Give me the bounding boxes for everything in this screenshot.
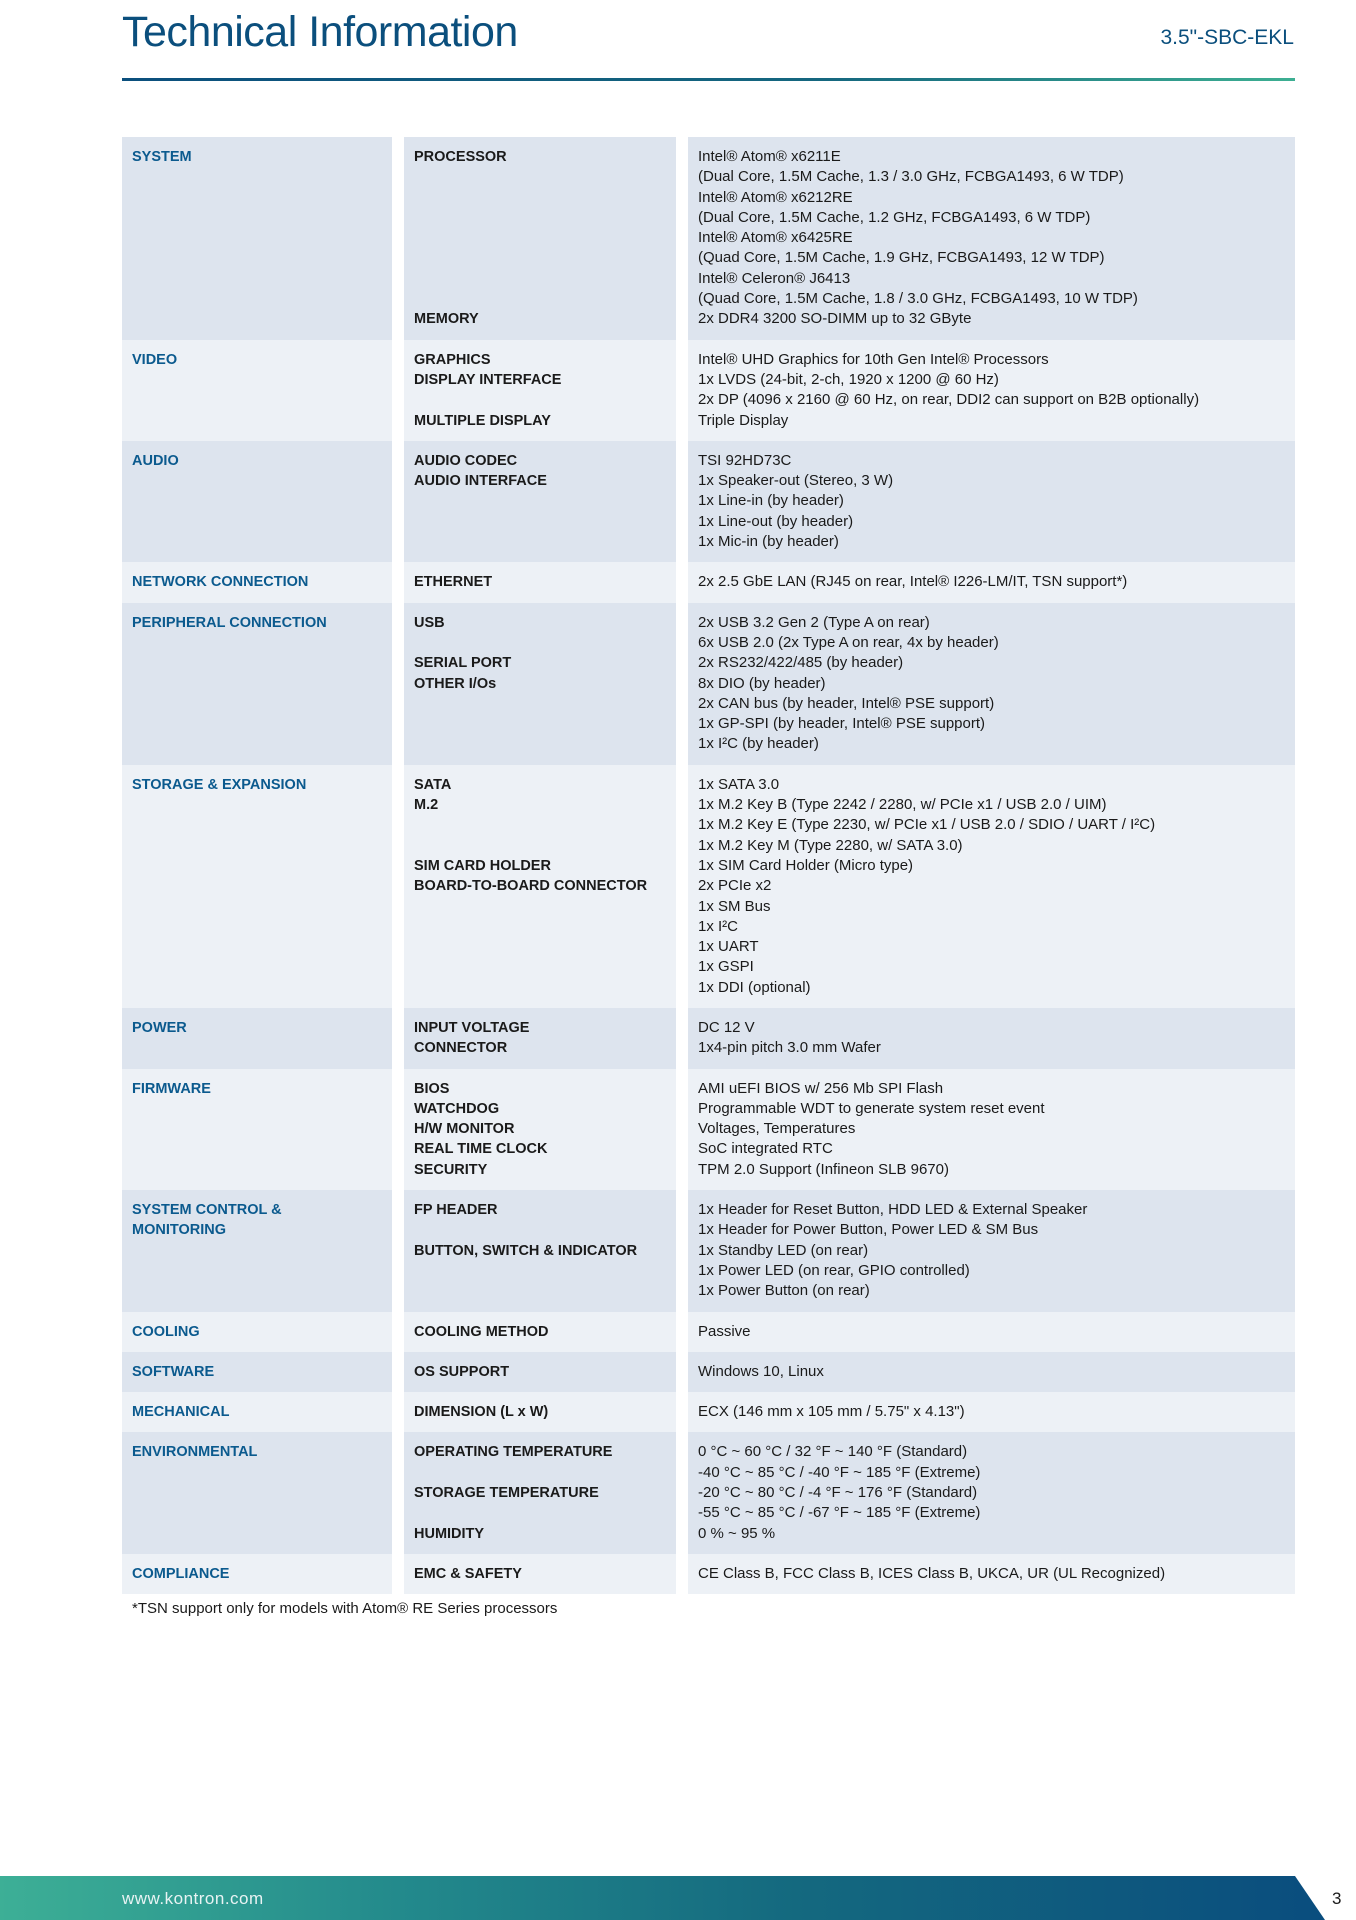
spec-value-line: 1x Line-in (by header) — [698, 492, 844, 510]
spec-row — [122, 1069, 1295, 1190]
spec-feature-label-line: SERIAL PORT — [414, 655, 512, 672]
spec-row — [122, 137, 1295, 340]
spec-feature-label-line — [414, 289, 666, 309]
spec-value-line: 1x I²C — [698, 917, 739, 935]
spec-feature-label-line — [414, 228, 666, 248]
spec-value — [688, 340, 1295, 441]
spec-category — [122, 1392, 392, 1432]
spec-value-line: Passive — [698, 1322, 751, 1340]
spec-value-line: ECX (146 mm x 105 mm / 5.75" x 4.13") — [698, 1403, 965, 1421]
spec-value-line: 2x CAN bus (by header, Intel® PSE support) — [698, 694, 995, 712]
spec-row — [122, 765, 1295, 1008]
spec-row — [122, 1432, 1295, 1553]
spec-category-line: STORAGE & EXPANSION — [132, 776, 307, 793]
spec-row — [122, 340, 1295, 441]
spec-feature-label-line — [414, 390, 666, 410]
spec-category-line: SYSTEM CONTROL & — [132, 1202, 282, 1219]
spec-row — [122, 1312, 1295, 1352]
spec-feature-label-line: SECURITY — [414, 1161, 488, 1178]
spec-category — [122, 441, 392, 562]
spec-value-line: 1x UART — [698, 938, 759, 956]
spec-value-line: 1x Mic-in (by header) — [698, 533, 839, 551]
spec-value-line: 1x Power LED (on rear, GPIO controlled) — [698, 1261, 970, 1279]
spec-feature-label-line: STORAGE TEMPERATURE — [414, 1485, 599, 1502]
spec-value-line: 1x Header for Reset Button, HDD LED & External Speaker — [698, 1201, 1088, 1219]
spec-feature-label-line: M.2 — [414, 797, 439, 814]
spec-value-line: 1x M.2 Key B (Type 2242 / 2280, w/ PCIe x1 / USB 2.0 / UIM) — [698, 796, 1107, 814]
spec-value-line: 1x SATA 3.0 — [698, 775, 780, 793]
spec-feature-label-line — [414, 167, 666, 187]
spec-feature-label — [404, 1069, 676, 1190]
spec-category-line: PERIPHERAL CONNECTION — [132, 614, 327, 631]
spec-value-line: -40 °C ~ 85 °C / -40 °F ~ 185 °F (Extreme) — [698, 1463, 981, 1481]
spec-value-line: Voltages, Temperatures — [698, 1120, 856, 1138]
spec-feature-label — [404, 1190, 676, 1311]
spec-feature-label-line: BUTTON, SWITCH & INDICATOR — [414, 1242, 638, 1259]
spec-feature-label-line — [414, 836, 666, 856]
spec-category — [122, 1190, 392, 1311]
spec-feature-label — [404, 137, 676, 340]
spec-feature-label-line: SIM CARD HOLDER — [414, 857, 551, 874]
spec-value-line: (Dual Core, 1.5M Cache, 1.2 GHz, FCBGA1493, 6 W TDP) — [698, 208, 1091, 226]
spec-value-line: 2x PCIe x2 — [698, 877, 772, 895]
spec-feature-label-line: WATCHDOG — [414, 1100, 500, 1117]
spec-value-line: 6x USB 2.0 (2x Type A on rear, 4x by header) — [698, 633, 999, 651]
spec-value-line: -55 °C ~ 85 °C / -67 °F ~ 185 °F (Extreme) — [698, 1504, 981, 1522]
spec-value-line: 1x Power Button (on rear) — [698, 1282, 870, 1300]
spec-value — [688, 765, 1295, 1008]
spec-value-line: 1x Line-out (by header) — [698, 512, 854, 530]
spec-value-line: AMI uEFI BIOS w/ 256 Mb SPI Flash — [698, 1079, 944, 1097]
spec-value-line: 1x SM Bus — [698, 897, 771, 915]
spec-feature-label — [404, 1008, 676, 1069]
spec-value — [688, 441, 1295, 562]
spec-feature-label — [404, 1352, 676, 1392]
spec-feature-label-line: ETHERNET — [414, 574, 493, 591]
spec-feature-label-line: HUMIDITY — [414, 1525, 485, 1542]
spec-value-line: TPM 2.0 Support (Infineon SLB 9670) — [698, 1160, 949, 1178]
spec-value-line: 1x Speaker-out (Stereo, 3 W) — [698, 472, 894, 490]
spec-category — [122, 1352, 392, 1392]
spec-feature-label — [404, 1554, 676, 1594]
spec-feature-label-line: GRAPHICS — [414, 351, 491, 368]
spec-feature-label-line — [414, 248, 666, 268]
spec-category — [122, 1069, 392, 1190]
spec-category — [122, 137, 392, 340]
spec-value-line: 1x DDI (optional) — [698, 978, 811, 996]
spec-value — [688, 1432, 1295, 1553]
spec-value — [688, 603, 1295, 765]
spec-category-line: AUDIO — [132, 452, 179, 469]
spec-feature-label-line: COOLING METHOD — [414, 1323, 549, 1340]
spec-value-line: 1x I²C (by header) — [698, 735, 819, 753]
footer-url-link[interactable]: www.kontron.com — [122, 1889, 264, 1908]
spec-category-line: ENVIRONMENTAL — [132, 1444, 258, 1461]
spec-value-line: 1x GP-SPI (by header, Intel® PSE support) — [698, 715, 986, 733]
spec-value-line: Intel® Atom® x6212RE — [698, 188, 853, 206]
spec-value — [688, 1008, 1295, 1069]
spec-category — [122, 1008, 392, 1069]
spec-category — [122, 1554, 392, 1594]
spec-value-line: (Dual Core, 1.5M Cache, 1.3 / 3.0 GHz, FCBGA1493, 6 W TDP) — [698, 168, 1124, 186]
spec-value-line: Intel® Atom® x6425RE — [698, 229, 853, 247]
spec-category-line: COMPLIANCE — [132, 1565, 230, 1582]
spec-feature-label-line: MEMORY — [414, 311, 479, 328]
spec-feature-label-line — [414, 188, 666, 208]
spec-feature-label-line: H/W MONITOR — [414, 1121, 515, 1138]
spec-category-line: MECHANICAL — [132, 1404, 230, 1421]
spec-category — [122, 340, 392, 441]
spec-row — [122, 1352, 1295, 1392]
spec-row — [122, 1392, 1295, 1432]
spec-feature-label-line: FP HEADER — [414, 1202, 498, 1219]
spec-value-line: (Quad Core, 1.5M Cache, 1.8 / 3.0 GHz, FCBGA1493, 10 W TDP) — [698, 290, 1138, 308]
spec-row — [122, 1190, 1295, 1311]
spec-feature-label-line — [414, 208, 666, 228]
spec-value-line: 2x RS232/422/485 (by header) — [698, 654, 904, 672]
spec-feature-label-line: OTHER I/Os — [414, 675, 497, 692]
spec-value-line: 8x DIO (by header) — [698, 674, 826, 692]
spec-value-line: TSI 92HD73C — [698, 451, 792, 469]
spec-feature-label-line — [414, 1463, 666, 1483]
spec-feature-label-line: SATA — [414, 776, 452, 793]
spec-row — [122, 441, 1295, 562]
spec-value-line: Programmable WDT to generate system reset event — [698, 1099, 1045, 1117]
spec-value-line: 1x LVDS (24-bit, 2-ch, 1920 x 1200 @ 60 Hz) — [698, 370, 999, 388]
spec-feature-label — [404, 1392, 676, 1432]
spec-feature-label-line — [414, 1220, 666, 1240]
spec-row — [122, 603, 1295, 765]
spec-value — [688, 1069, 1295, 1190]
spec-category-line: VIDEO — [132, 351, 178, 368]
spec-value — [688, 1554, 1295, 1594]
spec-feature-label-line: BIOS — [414, 1080, 450, 1097]
spec-value-line: 1x SIM Card Holder (Micro type) — [698, 856, 914, 874]
spec-value-line: 2x 2.5 GbE LAN (RJ45 on rear, Intel® I226-LM/IT, TSN support*) — [698, 573, 1128, 591]
spec-category-line: MONITORING — [132, 1222, 226, 1239]
spec-value-line: SoC integrated RTC — [698, 1140, 833, 1158]
spec-value-line: 1x GSPI — [698, 958, 754, 976]
spec-category-line: FIRMWARE — [132, 1080, 211, 1097]
spec-feature-label-line: OPERATING TEMPERATURE — [414, 1444, 613, 1461]
spec-feature-label-line: PROCESSOR — [414, 149, 507, 165]
spec-feature-label-line: BOARD-TO-BOARD CONNECTOR — [414, 878, 648, 895]
spec-value — [688, 1352, 1295, 1392]
header-divider — [122, 78, 1295, 81]
product-name: 3.5"-SBC-EKL — [1160, 26, 1294, 49]
spec-value-line: 1x Header for Power Button, Power LED & SM Bus — [698, 1221, 1039, 1239]
spec-category-line: SOFTWARE — [132, 1363, 215, 1380]
spec-feature-label-line: USB — [414, 614, 445, 631]
spec-category — [122, 562, 392, 602]
spec-feature-label-line — [414, 815, 666, 835]
spec-category-line: SYSTEM — [132, 149, 192, 165]
spec-value-line: Intel® UHD Graphics for 10th Gen Intel® Processors — [698, 350, 1049, 368]
spec-feature-label — [404, 765, 676, 1008]
spec-value-line: 0 % ~ 95 % — [698, 1524, 776, 1542]
spec-value-line: 1x4-pin pitch 3.0 mm Wafer — [698, 1039, 881, 1057]
spec-value — [688, 1392, 1295, 1432]
spec-category — [122, 1312, 392, 1352]
spec-value-line: 2x DDR4 3200 SO-DIMM up to 32 GByte — [698, 310, 972, 328]
spec-value-line: 0 °C ~ 60 °C / 32 °F ~ 140 °F (Standard) — [698, 1443, 968, 1461]
spec-feature-label-line — [414, 633, 666, 653]
spec-feature-label — [404, 1432, 676, 1553]
spec-value — [688, 137, 1295, 340]
spec-feature-label-line — [414, 269, 666, 289]
spec-feature-label — [404, 603, 676, 765]
spec-value-line: Windows 10, Linux — [698, 1362, 824, 1380]
spec-value-line: Triple Display — [698, 411, 789, 429]
spec-feature-label-line: DIMENSION (L x W) — [414, 1404, 549, 1421]
spec-value — [688, 562, 1295, 602]
spec-feature-label-line: OS SUPPORT — [414, 1363, 510, 1380]
spec-value-line: 1x Standby LED (on rear) — [698, 1241, 869, 1259]
page-number: 3 — [1332, 1889, 1342, 1908]
spec-row — [122, 1008, 1295, 1069]
spec-value-line: 2x DP (4096 x 2160 @ 60 Hz, on rear, DDI2 can support on B2B optionally) — [698, 391, 1200, 409]
spec-value-line: 2x USB 3.2 Gen 2 (Type A on rear) — [698, 613, 930, 631]
spec-value-line: 1x M.2 Key M (Type 2280, w/ SATA 3.0) — [698, 836, 963, 854]
spec-value-line: -20 °C ~ 80 °C / -4 °F ~ 176 °F (Standard) — [698, 1484, 978, 1502]
spec-feature-label-line: INPUT VOLTAGE — [414, 1019, 530, 1036]
spec-feature-label-line: CONNECTOR — [414, 1040, 508, 1057]
spec-category — [122, 603, 392, 765]
spec-feature-label-line: EMC & SAFETY — [414, 1565, 522, 1582]
spec-category-line: POWER — [132, 1019, 187, 1036]
spec-category — [122, 765, 392, 1008]
spec-value-line: DC 12 V — [698, 1018, 755, 1036]
spec-category-line: COOLING — [132, 1323, 200, 1340]
spec-feature-label-line: MULTIPLE DISPLAY — [414, 412, 551, 429]
spec-feature-label-line: DISPLAY INTERFACE — [414, 371, 562, 388]
spec-table — [122, 137, 1295, 1594]
spec-feature-label — [404, 441, 676, 562]
footnote: *TSN support only for models with Atom® RE Series processors — [132, 1600, 558, 1617]
spec-category — [122, 1432, 392, 1553]
spec-value-line: Intel® Atom® x6211E — [698, 148, 841, 165]
spec-row — [122, 562, 1295, 602]
spec-feature-label-line — [414, 1503, 666, 1523]
spec-value-line: Intel® Celeron® J6413 — [698, 269, 851, 287]
spec-feature-label-line: AUDIO CODEC — [414, 452, 518, 469]
spec-value-line: CE Class B, FCC Class B, ICES Class B, UKCA, UR (UL Recognized) — [698, 1564, 1166, 1582]
spec-feature-label — [404, 1312, 676, 1352]
spec-row — [122, 1554, 1295, 1594]
spec-feature-label-line: AUDIO INTERFACE — [414, 473, 547, 490]
spec-feature-label — [404, 562, 676, 602]
spec-value-line: 1x M.2 Key E (Type 2230, w/ PCIe x1 / USB 2.0 / SDIO / UART / I²C) — [698, 816, 1156, 834]
spec-value — [688, 1312, 1295, 1352]
spec-category-line: NETWORK CONNECTION — [132, 574, 309, 591]
spec-feature-label — [404, 340, 676, 441]
spec-value-line: (Quad Core, 1.5M Cache, 1.9 GHz, FCBGA1493, 12 W TDP) — [698, 249, 1105, 267]
spec-feature-label-line: REAL TIME CLOCK — [414, 1141, 548, 1158]
page-title: Technical Information — [122, 8, 518, 56]
spec-value — [688, 1190, 1295, 1311]
